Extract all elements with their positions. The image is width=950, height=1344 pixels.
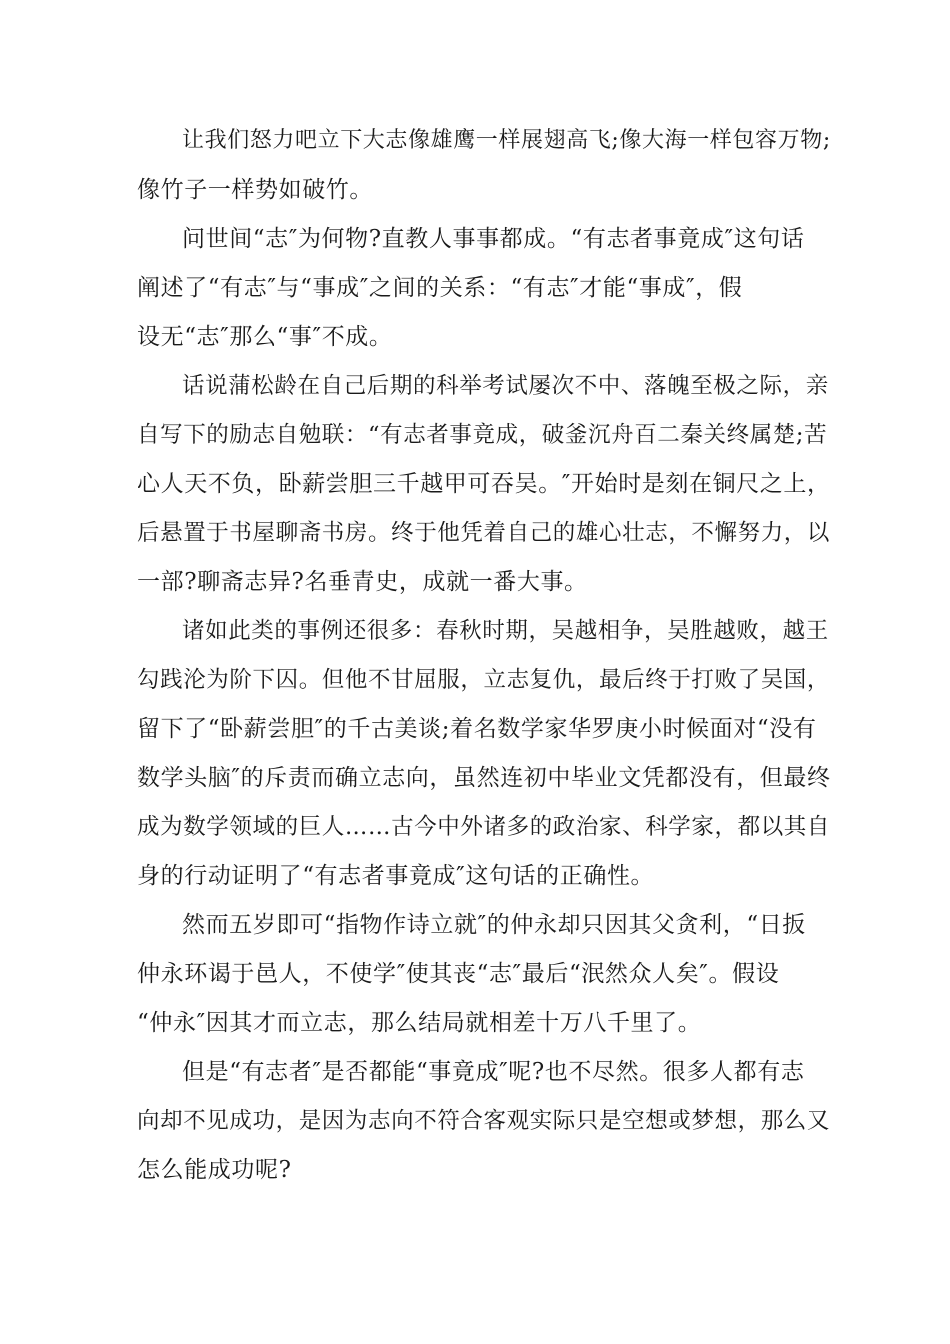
paragraph-4-line-4: 数学头脑″的斥责而确立志向，虽然连初中毕业文凭都没有，但最终 bbox=[137, 765, 831, 791]
paragraph-3-line-2: 自写下的励志自勉联：“有志者事竟成，破釜沉舟百二秦关终属楚;苦 bbox=[137, 422, 828, 448]
paragraph-4-line-3: 留下了“卧薪尝胆″的千古美谈;着名数学家华罗庚小时候面对“没有 bbox=[137, 716, 817, 742]
paragraph-1-line-2: 像竹子一样势如破竹。 bbox=[137, 177, 373, 203]
paragraph-2-line-3: 设无“志″那么“事″不成。 bbox=[137, 324, 393, 350]
paragraph-5-line-3: “仲永″因其才而立志，那么结局就相差十万八千里了。 bbox=[137, 1010, 702, 1036]
paragraph-4-line-1: 诸如此类的事例还很多：春秋时期，吴越相争，吴胜越败，越王 bbox=[182, 618, 829, 644]
paragraph-6-line-3: 怎么能成功呢? bbox=[137, 1157, 292, 1183]
paragraph-2-line-2: 阐述了“有志″与“事成″之间的关系：“有志″才能“事成″，假 bbox=[137, 275, 743, 301]
paragraph-2-line-1: 问世间“志″为何物?直教人事事都成。“有志者事竟成″这句话 bbox=[182, 226, 805, 252]
paragraph-4-line-6: 身的行动证明了“有志者事竟成″这句话的正确性。 bbox=[137, 863, 655, 889]
paragraph-5-line-1: 然而五岁即可“指物作诗立就″的仲永却只因其父贪利，“日扳 bbox=[182, 912, 806, 938]
paragraph-4-line-2: 勾践沦为阶下囚。但他不甘屈服，立志复仇，最后终于打败了吴国， bbox=[137, 667, 831, 693]
paragraph-5-line-2: 仲永环谒于邑人，不使学″使其丧“志″最后“泯然众人矣″。假设 bbox=[137, 961, 780, 987]
paragraph-1-line-1: 让我们怒力吧立下大志像雄鹰一样展翅高飞;像大海一样包容万物; bbox=[182, 128, 831, 153]
paragraph-3-line-5: 一部?聊斋志异?名垂青史，成就一番大事。 bbox=[137, 569, 588, 595]
paragraph-3-line-1: 话说蒲松龄在自己后期的科举考试屡次不中、落魄至极之际，亲 bbox=[182, 373, 829, 399]
paragraph-6-line-1: 但是“有志者″是否都能“事竟成″呢?也不尽然。很多人都有志 bbox=[182, 1059, 805, 1085]
paragraph-3-line-3: 心人天不负，卧薪尝胆三千越甲可吞吴。″开始时是刻在铜尺之上， bbox=[137, 471, 831, 497]
paragraph-4-line-5: 成为数学领域的巨人……古今中外诸多的政治家、科学家，都以其自 bbox=[137, 814, 831, 840]
paragraph-3-line-4: 后悬置于书屋聊斋书房。终于他凭着自己的雄心壮志，不懈努力，以 bbox=[137, 520, 831, 546]
paragraph-6-line-2: 向却不见成功，是因为志向不符合客观实际只是空想或梦想，那么又 bbox=[137, 1108, 831, 1134]
